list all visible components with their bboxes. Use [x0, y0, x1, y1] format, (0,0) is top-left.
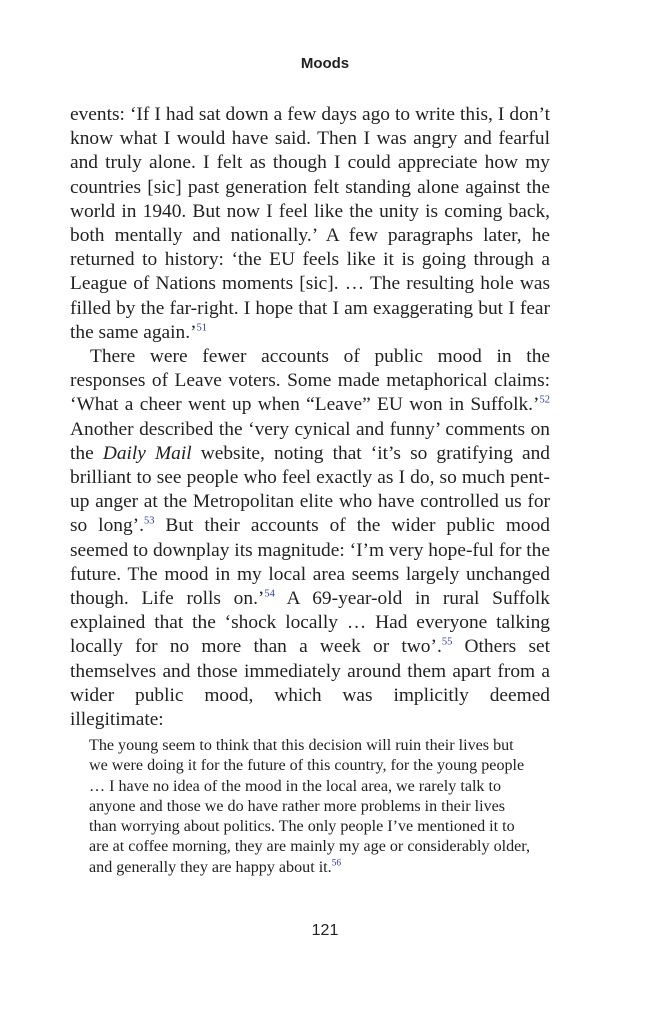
footnote-ref-56[interactable]: 56 — [331, 858, 342, 869]
paragraph-2-text-e: A 69-year-old in rural Suffolk explained that the ‘shock locally … Had everyone talking locally for no more than a week or two’. — [70, 588, 550, 658]
block-quote-text: The young seem to think that this decision will ruin their lives but we were doing it for the future of this country, for the young people … I have no idea of the mood in the local area, we rarely talk to anyone and those we do have rather more problems in their lives than worrying about politics. The only people I’ve mentioned it to are at coffee morning, they are mainly my age or considerably older, and generally they are happy about it. — [89, 737, 531, 876]
publication-title: Daily Mail — [102, 442, 192, 464]
paragraph-2 — [70, 345, 550, 732]
footnote-ref-52[interactable]: 52 — [539, 394, 550, 406]
footnote-ref-54[interactable]: 54 — [264, 588, 275, 600]
paragraph-2-text-b: Another described the ‘very cynical and funny’ comments on the — [70, 418, 550, 464]
paragraph-2-text-f: Others set themselves and those immediately around them apart from a wider public mood, which was implicitly deemed illegitimate: — [70, 636, 550, 731]
block-quote — [89, 736, 530, 878]
running-head: Moods — [300, 55, 350, 72]
paragraph-1 — [70, 103, 550, 345]
page-number: 121 — [311, 922, 339, 939]
footnote-ref-53[interactable]: 53 — [143, 515, 155, 527]
body-text — [70, 103, 550, 732]
block-quote-paragraph — [89, 736, 530, 878]
paragraph-2-text-c: website, noting that ‘it’s so gratifying and brilliant to see people who feel exactly as I do, so much pent-up anger at the Metropolitan elite who have controlled us for so long’. — [70, 442, 551, 537]
footnote-ref-55[interactable]: 55 — [441, 637, 453, 648]
paragraph-2-text-d: But their accounts of the wider public mood seemed to downplay its magnitude: ‘I’m very hope-ful for the future. The mood in my local area seems largely unchanged though. Life rolls on.’ — [70, 515, 550, 610]
paragraph-1-text: events: ‘If I had sat down a few days ago to write this, I don’t know what I would have said. Then I was angry and fearful and truly alone. I felt as though I could appreciate how my countries [sic] past generation felt standing alone against the world in 1940. But now I feel like the unity is coming back, both mentally and nationally.’ A few paragraphs later, he returned to history: ‘the EU feels like it is going through a League of Nations moments [sic]. … The resulting hole was filled by the far-right. I hope that I am exaggerating but I fear the same again.’ — [70, 104, 550, 343]
paragraph-2-text-a: There were fewer accounts of public mood in the responses of Leave voters. Some made metaphorical claims: ‘What a cheer went up when “Leave” EU won in Suffolk.’ — [70, 346, 550, 416]
footnote-ref-51[interactable]: 51 — [196, 322, 208, 334]
